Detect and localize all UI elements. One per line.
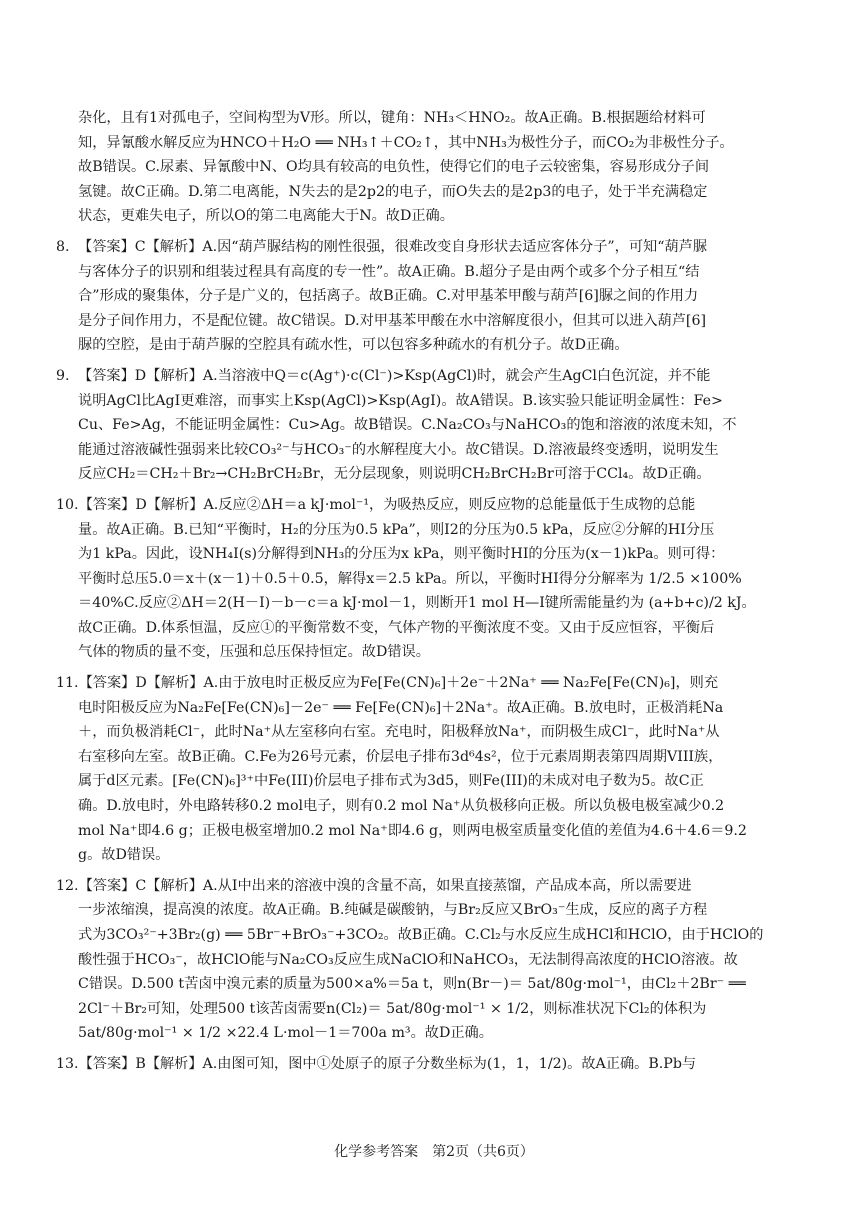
text-line: 知，异氰酸水解反应为HNCO＋H₂O ══ NH₃↑＋CO₂↑，其中NH₃为极性分子，而CO₂为非极性分子。 — [78, 134, 734, 151]
text-line — [78, 389, 794, 414]
line-text: 是分子间作用力，不是配位键。故C错误。D.对甲基苯甲酸在水中溶解度很小，但其可以进入葫芦[6] — [78, 312, 707, 329]
item-number: 13. — [56, 1055, 79, 1072]
text-line — [56, 874, 794, 899]
text-line: 氢键。故C正确。D.第二电离能，N失去的是2p2的电子，而O失去的是2p3的电子，处于半充满稳定 — [78, 183, 708, 200]
text-line — [78, 794, 794, 819]
line-text: 合”形成的聚集体，分子是广义的，包括离子。故B正确。C.对甲基苯甲酸与葫芦[6]脲之间的作用力 — [78, 288, 699, 305]
text-line: 杂化，且有1对孤电子，空间构型为V形。所以，键角：NH₃＜HNO₂。故A正确。B.根据题给材料可 — [78, 110, 706, 126]
text-line — [78, 948, 794, 973]
answer-item-q8 — [56, 235, 794, 358]
item-number: 9. — [56, 367, 70, 384]
answer-item-q10 — [56, 493, 794, 665]
text-line — [78, 819, 794, 844]
line-text: 反应CH₂＝CH₂＋Br₂→CH₂BrCH₂Br，无分层现象，则说明CH₂BrCH₂Br可溶于CCl₄。故D正确。 — [78, 466, 711, 483]
answer-item-q9 — [56, 364, 794, 487]
line-text: 与客体分子的识别和组装过程具有高度的专一性”。故A正确。B.超分子是由两个或多个分子相互“结 — [78, 263, 700, 280]
text-line — [56, 493, 794, 518]
line-text: 2Cl⁻＋Br₂可知，处理500 t该苦卤需要n(Cl₂)＝ 5at/80g·mol⁻¹ × 1/2，则标准状况下Cl₂的体积为 — [78, 1000, 707, 1017]
line-text: mol Na⁺即4.6 g；正极电极室增加0.2 mol Na⁺即4.6 g，则两电极室质量变化值的差值为4.6＋4.6＝9.2 — [78, 822, 747, 839]
line-text: 式为3CO₃²⁻+3Br₂(g) ══ 5Br⁻+BrO₃⁻+3CO₂。故B正确。C.Cl₂与水反应生成HCl和HClO，由于HClO的 — [78, 927, 764, 943]
item-number: 12. — [56, 877, 79, 894]
line-text: 说明AgCl比AgI更难溶，而事实上Ksp(AgCl)>Ksp(AgI)。故A错误。B.该实验只能证明金属性：Fe> — [78, 392, 723, 409]
text-line — [78, 898, 794, 923]
text-line — [78, 438, 794, 463]
text-line — [78, 997, 794, 1022]
line-text: 5at/80g·mol⁻¹ × 1/2 ×22.4 L·mol－1＝700a m³。故D正确。 — [78, 1025, 493, 1042]
text-line — [56, 364, 794, 389]
line-text: 一步浓缩溴，提高溴的浓度。故A正确。B.纯碱是碳酸钠，与Br₂反应又BrO₃⁻生成，反应的离子方程 — [78, 902, 708, 919]
item-number: 8. — [56, 238, 70, 255]
text-line — [78, 923, 794, 948]
text-line — [78, 769, 794, 794]
text-line — [78, 696, 794, 721]
line-text: 为1 kPa。因此，设NH₄I(s)分解得到NH₃的分压为x kPa，则平衡时HI的分压为(x－1)kPa。则可得： — [78, 546, 725, 563]
line-text: 属于d区元素。[Fe(CN)₆]³⁺中Fe(III)价层电子排布式为3d5，则Fe(III)的未成对电子数为5。故C正 — [78, 773, 704, 790]
line-text: 【答案】C【解析】A.从I中出来的溶液中溴的含量不高，如果直接蒸馏，产品成本高，所以需要进 — [78, 877, 692, 894]
text-line: 状态，更难失电子，所以O的第二电离能大于N。故D正确。 — [78, 208, 454, 225]
text-line — [78, 843, 794, 868]
line-text: 脲的空腔，是由于葫芦脲的空腔具有疏水性，可以包容多种疏水的有机分子。故D正确。 — [78, 337, 629, 354]
line-text: Cu、Fe>Ag，不能证明金属性：Cu>Ag。故B错误。C.Na₂CO₃与NaHCO₃的饱和溶液的浓度未知，不 — [78, 417, 737, 434]
line-text: 【答案】D【解析】A.当溶液中Q＝c(Ag⁺)·c(Cl⁻)>Ksp(AgCl)时，就会产生AgCl白色沉淀，并不能 — [78, 367, 711, 384]
line-text: 【答案】D【解析】A.由于放电时正极反应为Fe[Fe(CN)₆]＋2e⁻＋2Na⁺ ══ Na₂Fe[Fe(CN)₆]，则充 — [78, 675, 719, 692]
text-line — [78, 309, 794, 334]
text-line — [78, 260, 794, 285]
text-line — [78, 616, 794, 641]
text-line — [78, 518, 794, 543]
answer-item-q13 — [56, 1052, 794, 1077]
line-text: 【答案】D【解析】A.反应②ΔH＝a kJ·mol⁻¹，为吸热反应，则反应物的总能量低于生成物的总能 — [78, 496, 696, 513]
answer-item-q12 — [56, 874, 794, 1046]
line-text: ＝40%C.反应②ΔH＝2(H－I)－b－c＝a kJ·mol－1，则断开1 mol H—I键所需能量约为 (a+b+c)/2 kJ。 — [78, 595, 756, 612]
answer-7-continuation — [78, 106, 794, 229]
line-text: C错误。D.500 t苦卤中溴元素的质量为500×a%＝5a t，则n(Br－)＝ 5at/80g·mol⁻¹，由Cl₂＋2Br⁻ ══ — [78, 976, 746, 993]
line-text: 确。D.放电时，外电路转移0.2 mol电子，则有0.2 mol Na⁺从负极移向正极。所以负极电极室减少0.2 — [78, 798, 725, 815]
page-footer: 化学参考答案 第2页（共6页） — [334, 1144, 534, 1160]
line-text: 【答案】B【解析】A.由图可知，图中①处原子的原子分数坐标为(1，1，1/2)。故A正确。B.Pb与 — [78, 1055, 697, 1072]
text-line — [78, 567, 794, 592]
answer-item-q11 — [56, 671, 794, 868]
line-text: 能通过溶液碱性强弱来比较CO₃²⁻与HCO₃⁻的水解程度大小。故C错误。D.溶液最终变透明，说明发生 — [78, 441, 719, 458]
line-text: 酸性强于HCO₃⁻，故HClO能与Na₂CO₃反应生成NaClO和NaHCO₃，无法制得高浓度的HClO溶液。故 — [78, 951, 738, 968]
text-line — [78, 333, 794, 358]
text-line — [78, 720, 794, 745]
line-text: 右室移向左室。故B正确。C.Fe为26号元素，价层电子排布3d⁶4s²，位于元素周期表第四周期VIII族， — [78, 748, 723, 765]
line-text: 【答案】C【解析】A.因“葫芦脲结构的刚性很强，很难改变自身形状去适应客体分子”，可知“葫芦脲 — [78, 238, 708, 255]
text-line — [78, 972, 794, 997]
line-text: 量。故A正确。B.已知“平衡时，H₂的分压为0.5 kPa”，则I2的分压为0.5 kPa，反应②分解的HI分压 — [78, 521, 715, 538]
line-text: 故C正确。D.体系恒温，反应①的平衡常数不变，气体产物的平衡浓度不变。又由于反应恒容，平衡后 — [78, 619, 715, 636]
text-line — [78, 745, 794, 770]
item-number: 11. — [56, 675, 79, 692]
item-number: 10. — [56, 496, 79, 513]
text-line: 故B错误。C.尿素、异氰酸中N、O均具有较高的电负性，使得它们的电子云较密集，容易形成分子间 — [78, 159, 710, 176]
line-text: 气体的物质的量不变，压强和总压保持恒定。故D错误。 — [78, 644, 430, 661]
text-line — [78, 284, 794, 309]
text-line — [78, 591, 794, 616]
text-line — [78, 640, 794, 665]
text-line — [78, 413, 794, 438]
text-line — [56, 1052, 794, 1077]
text-line — [56, 235, 794, 260]
text-line — [78, 462, 794, 487]
text-line — [78, 542, 794, 567]
line-text: ＋，而负极消耗Cl⁻，此时Na⁺从左室移向右室。充电时，阳极释放Na⁺，而阴极生成Cl⁻，此时Na⁺从 — [78, 724, 720, 741]
text-line — [56, 671, 794, 696]
line-text: 平衡时总压5.0＝x＋(x－1)＋0.5＋0.5，解得x＝2.5 kPa。所以，平衡时HI得分分解率为 1/2.5 ×100% — [78, 570, 742, 587]
line-text: g。故D错误。 — [78, 847, 170, 864]
answer-body — [56, 106, 794, 1083]
line-text: 电时阳极反应为Na₂Fe[Fe(CN)₆]－2e⁻ ══ Fe[Fe(CN)₆]＋2Na⁺。故A正确。B.放电时，正极消耗Na — [78, 699, 724, 716]
text-line — [78, 1021, 794, 1046]
